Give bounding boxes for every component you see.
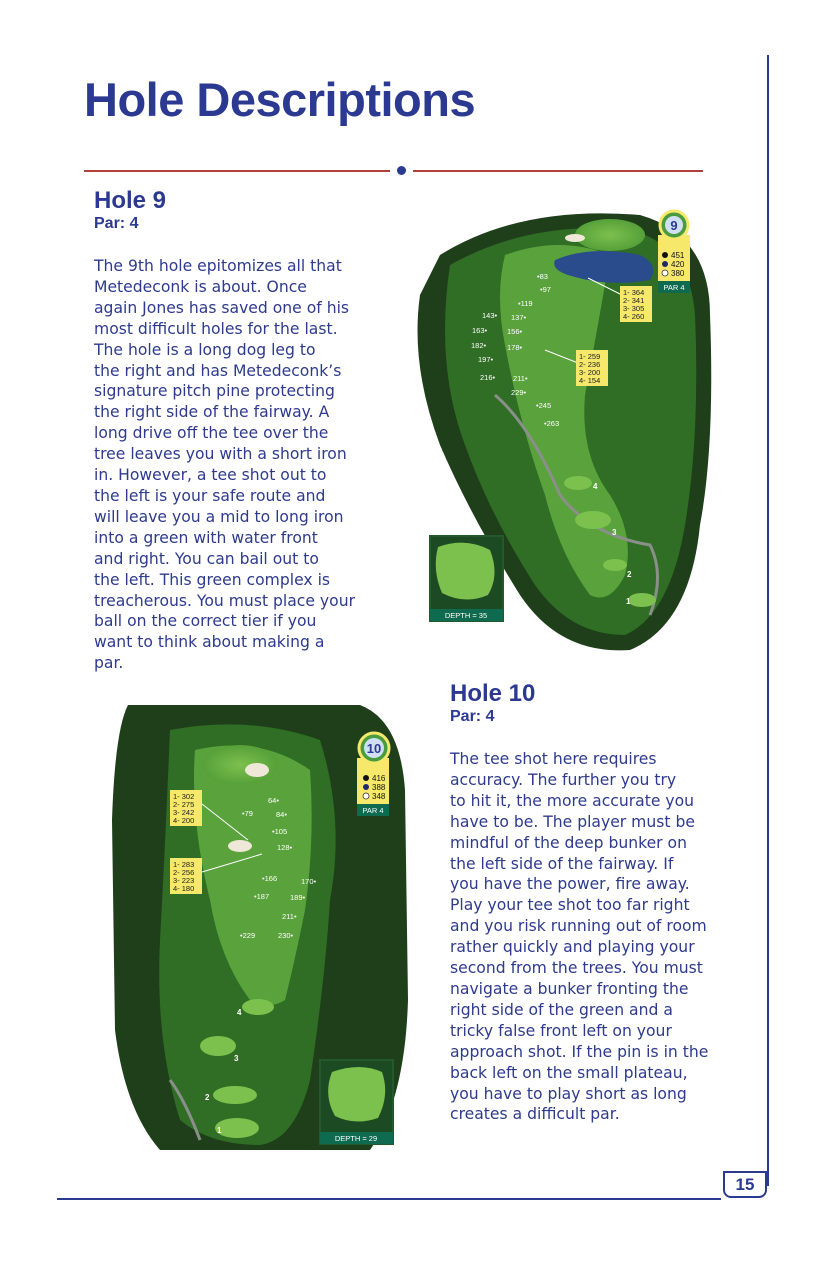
distance-marker: 189• xyxy=(290,893,306,902)
divider-left xyxy=(84,170,390,172)
divider-right xyxy=(413,170,703,172)
text-line: The 9th hole epitomizes all that xyxy=(94,257,342,275)
distance-marker: 137• xyxy=(511,313,527,322)
distance-marker: •187 xyxy=(254,892,270,901)
text-line: the left side of the fairway. If xyxy=(450,854,674,873)
tee-label-1: 1 xyxy=(626,597,631,606)
distance-marker: 197• xyxy=(478,355,494,364)
text-line: rather quickly and playing your xyxy=(450,938,695,957)
tee-box-3 xyxy=(575,511,611,529)
text-line: tree leaves you with a short iron xyxy=(94,445,347,464)
callout-line: 2- 256 xyxy=(173,868,195,877)
callout-line: 1- 302 xyxy=(173,792,195,801)
callout-line: 2- 341 xyxy=(623,296,645,305)
distance-marker: 143• xyxy=(482,311,498,320)
distance-marker: 128• xyxy=(277,843,293,852)
text-line: creates a difficult par. xyxy=(450,1105,620,1124)
yardage-navy: 388 xyxy=(372,783,386,792)
tee-label-3: 3 xyxy=(234,1054,239,1063)
par-tag: PAR 4 xyxy=(663,283,685,292)
text-line: Play your tee shot too far right xyxy=(450,896,690,915)
text-line: Metedeconk is about. Once xyxy=(94,277,307,296)
green xyxy=(202,745,278,785)
distance-marker: 84• xyxy=(276,810,287,819)
text-line: The tee shot here requires xyxy=(450,750,657,768)
distance-marker: 229• xyxy=(511,388,527,397)
text-line: approach shot. If the pin is in the xyxy=(450,1042,709,1061)
hole-number: 10 xyxy=(366,741,382,756)
hole-9-description xyxy=(94,256,355,674)
callout-line: 3- 305 xyxy=(623,304,645,313)
callout-line: 3- 223 xyxy=(173,876,195,885)
bunker xyxy=(565,234,585,242)
distance-marker: 230• xyxy=(278,931,294,940)
text-line: tricky false front left on your xyxy=(450,1021,672,1040)
text-line: in. However, a tee shot out to xyxy=(94,466,327,485)
text-line: you have to play short as long xyxy=(450,1084,687,1103)
tee-box-4 xyxy=(242,999,274,1015)
tee-box-4 xyxy=(564,476,592,490)
hole-9-map xyxy=(410,195,720,655)
callout-line: 1- 259 xyxy=(579,352,601,361)
text-line: the right and has Metedeconk’s xyxy=(94,361,342,380)
hole-9-heading: Hole 9 xyxy=(94,187,167,214)
callout-line: 4- 154 xyxy=(579,376,601,385)
navy-tee-marker xyxy=(662,261,668,267)
text-line: want to think about making a xyxy=(94,633,325,652)
distance-marker: 64• xyxy=(268,796,279,805)
tee-box-3 xyxy=(200,1036,236,1056)
distance-marker: •79 xyxy=(242,809,253,818)
text-line: you have the power, fire away. xyxy=(450,875,690,894)
hole-10-par: Par: 4 xyxy=(450,708,495,725)
tee-box-2 xyxy=(213,1086,257,1104)
hole-9-par: Par: 4 xyxy=(94,215,139,232)
text-line: into a green with water front xyxy=(94,528,318,547)
white-tee-marker xyxy=(363,793,369,799)
yardage-white: 348 xyxy=(372,792,386,801)
text-line: and you risk running out of room xyxy=(450,917,707,936)
callout-line: 4- 180 xyxy=(173,884,195,893)
navy-tee-marker xyxy=(363,784,369,790)
tee-label-4: 4 xyxy=(237,1008,242,1017)
callout-line: 4- 260 xyxy=(623,312,645,321)
yardage-black: 451 xyxy=(671,251,685,260)
distance-marker: •229 xyxy=(240,931,256,940)
hole-10-description xyxy=(450,749,708,1125)
distance-marker: •105 xyxy=(272,827,288,836)
callout-line: 3- 242 xyxy=(173,808,195,817)
divider-dot xyxy=(397,166,406,175)
text-line: right side of the green and a xyxy=(450,1000,673,1019)
par-tag: PAR 4 xyxy=(362,806,384,815)
text-line: The hole is a long dog leg to xyxy=(94,340,316,359)
callout-line: 4- 200 xyxy=(173,816,195,825)
callout-line: 3- 200 xyxy=(579,368,601,377)
yardage-black: 416 xyxy=(372,774,386,783)
text-line: the left. This green complex is xyxy=(94,570,331,589)
text-line: and right. You can bail out to xyxy=(94,549,319,568)
text-line: most difficult holes for the last. xyxy=(94,319,338,338)
callout-line: 1- 364 xyxy=(623,288,645,297)
text-line: ball on the correct tier if you xyxy=(94,612,317,631)
depth-label: DEPTH = 35 xyxy=(444,611,488,620)
tee-box-2 xyxy=(603,559,627,571)
tee-box-1 xyxy=(215,1118,259,1138)
text-line: will leave you a mid to long iron xyxy=(94,507,344,526)
yardage-navy: 420 xyxy=(671,260,685,269)
distance-marker: 178• xyxy=(507,343,523,352)
callout-line: 2- 236 xyxy=(579,360,601,369)
distance-marker: 211• xyxy=(282,912,297,921)
distance-marker: 211• xyxy=(513,374,528,383)
distance-marker: 163• xyxy=(472,326,488,335)
hole-10-section xyxy=(450,681,535,727)
text-line: the right side of the fairway. A xyxy=(94,403,330,422)
text-line: have to be. The player must be xyxy=(450,812,695,831)
callout-line: 2- 275 xyxy=(173,800,195,809)
text-line: long drive off the tee over the xyxy=(94,424,329,443)
page-number: 15 xyxy=(723,1171,767,1198)
depth-label: DEPTH = 29 xyxy=(334,1134,378,1143)
text-line: back left on the small plateau, xyxy=(450,1063,688,1082)
green xyxy=(575,219,645,251)
black-tee-marker xyxy=(662,252,668,258)
distance-marker: •166 xyxy=(262,874,278,883)
distance-marker: •119 xyxy=(518,299,533,308)
distance-marker: 170• xyxy=(301,877,317,886)
distance-marker: 216• xyxy=(480,373,496,382)
hole-9-section xyxy=(94,188,166,234)
page-frame-right xyxy=(767,55,769,1186)
text-line: navigate a bunker fronting the xyxy=(450,979,689,998)
bunker xyxy=(245,763,269,777)
hole-10-heading: Hole 10 xyxy=(450,680,536,707)
tee-label-1: 1 xyxy=(217,1126,222,1135)
text-line: treacherous. You must place your xyxy=(94,591,355,610)
distance-marker: •97 xyxy=(540,285,551,294)
text-line: second from the trees. You must xyxy=(450,959,703,978)
distance-marker: •245 xyxy=(536,401,552,410)
distance-marker: 156• xyxy=(507,327,523,336)
tee-label-2: 2 xyxy=(627,570,632,579)
text-line: again Jones has saved one of his xyxy=(94,298,350,317)
page-title: Hole Descriptions xyxy=(84,73,476,126)
distance-marker: •263 xyxy=(544,419,560,428)
hole-10-map xyxy=(110,700,410,1155)
text-line: accuracy. The further you try xyxy=(450,770,677,789)
tee-label-3: 3 xyxy=(612,528,617,537)
text-line: par. xyxy=(94,654,124,673)
distance-marker: 182• xyxy=(471,341,487,350)
yardage-white: 380 xyxy=(671,269,685,278)
text-line: mindful of the deep bunker on xyxy=(450,833,687,852)
text-line: signature pitch pine protecting xyxy=(94,382,335,401)
fairway-bunker xyxy=(228,840,252,852)
tee-label-4: 4 xyxy=(593,482,598,491)
text-line: to hit it, the more accurate you xyxy=(450,791,695,810)
tee-label-2: 2 xyxy=(205,1093,210,1102)
page-frame-bottom xyxy=(57,1198,721,1200)
black-tee-marker xyxy=(363,775,369,781)
callout-line: 1- 283 xyxy=(173,860,195,869)
text-line: the left is your safe route and xyxy=(94,486,326,505)
white-tee-marker xyxy=(662,270,668,276)
tee-box-1 xyxy=(628,593,656,607)
distance-marker: •83 xyxy=(537,272,548,281)
hole-number: 9 xyxy=(670,218,678,233)
